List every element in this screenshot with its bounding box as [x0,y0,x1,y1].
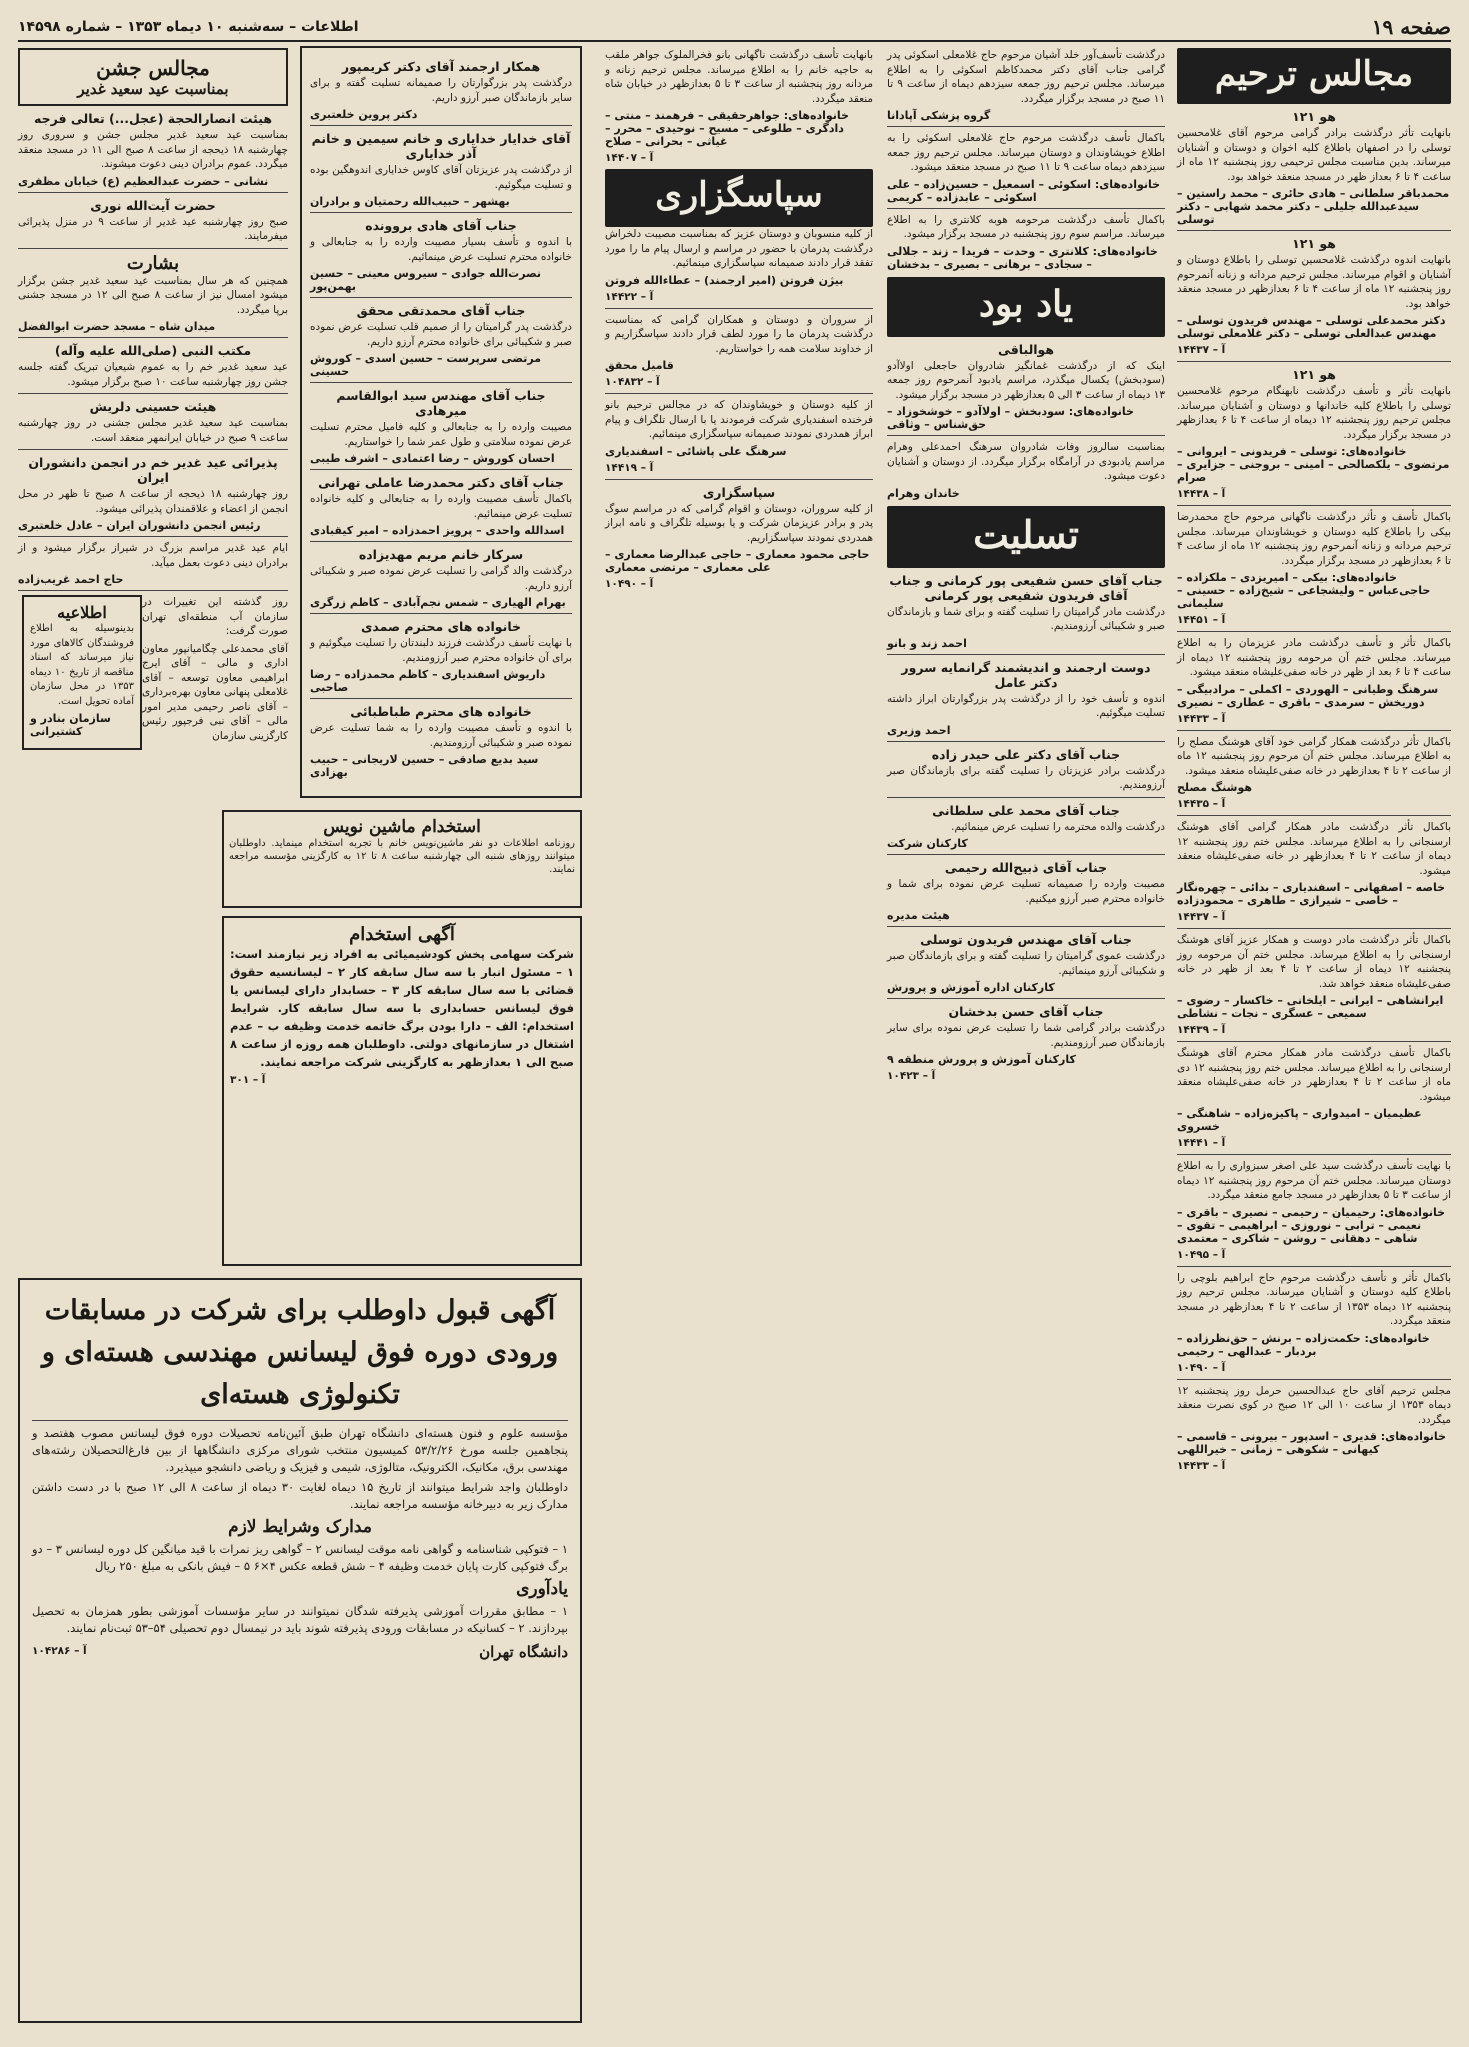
notice-ref: آ – ۱۴۴۵۱ [1177,614,1226,626]
divider [18,248,288,249]
etelaieh-text: بدینوسیله به اطلاع فروشندگان کالاهای مورد نیاز میرساند که اسناد مناقصه از تاریخ ۱۰ دیماه ۱۳۵۳ در محل سازمان آماده تحویل است. [30,623,134,707]
notice-text: باکمال تأسف درگذشت مرحومه هوبه کلانتری را به اطلاع میرساند. مراسم سوم روز پنجشنبه در مسجد برگزار میشود. [887,213,1165,240]
notice-head: آقای خدایار خدایاری و خانم سیمین و خانم آذر خدایاری [311,131,571,161]
notice-sig: اسدالله واحدی – پرویز احمدزاده – امیر کیقبادی [310,524,565,537]
divider [1177,631,1451,632]
university-ad-title: آگهی قبول داوطلب برای شرکت در مسابقات ورودی دوره فوق لیسانس مهندسی هسته‌ای و تکنولوژی هسته‌ای [41,1295,559,1410]
notice-sig: خانواده‌های: توسلی – فریدونی – ایروانی – مرتضوی – یلکصالحی – امینی – بروجنی – جزایری – صرام [1177,445,1450,484]
notice-sig: خانواده‌های: بیکی – امیریزدی – ملکزاده – حاجی‌عباس – ولیشجاعی – شیخ‌زاده – حسینی – سلیمانی [1177,571,1431,610]
notice-text: صبح روز چهارشنبه عید غدیر از ساعت ۹ در منزل پذیرائی میفرمایند. [18,215,288,242]
notice-head: مکتب النبی (صلی‌الله علیه وآله) [54,343,252,358]
notice-text: درگذشت برادر گرامی شما را تسلیت عرض نموده برای سایر بازماندگان صبر آرزومندیم. [887,1022,1165,1049]
majles-jashn-subtitle: بمناسبت عید سعید غدیر [77,80,229,98]
notice-head: هو ۱۲۱ [1292,367,1336,382]
notice-sig: خانواده‌های: سودبخش – اولاآدو – خوشخوزاد – حق‌شناس – وثاقی [887,405,1134,431]
university-ad-ref: آ – ۱۰۴۲۸۶ [32,1645,87,1657]
divider [32,1420,568,1421]
majles-jashn-box [18,48,288,106]
notice-sig: خانواده‌های: جواهرحقیقی – فرهمند – منتی – دادگری – طلوعی – مسیح – نوحیدی – محرر – غیاثی – بحرانی – صلاح [605,109,849,148]
notice-text: همچنین که هر سال بمناسبت عید سعید غدیر جشن برگزار میشود امسال نیز از ساعت ۸ صبح الی ۱۲ در مسجد جشنی برپا میگردد. [18,274,288,316]
notice-head: هیئت حسینی دلریش [89,399,217,414]
etelaieh-box [22,595,142,750]
madarek-list: ۱ – فتوکپی شناسنامه و گواهی نامه موقت لیسانس ۲ – گواهی ریز نمرات با قید میانگین کل دوره لیسانس ۳ – دو برگ فتوکپی کارت پایان خدمت وظیفه ۴ – شش قطعه عکس ۴×۶ ۵ – فیش بانکی به مبلغ ۲۵۰ ریال [32,1542,568,1573]
notice-text: درگذشت برادر عزیزتان را تسلیت گفته برای بازماندگان صبر آرزومندیم. [887,764,1165,791]
notice-sig: رئیس انجمن دانشوران ایران – عادل خلعتبری [18,519,261,532]
notice-head: هو ۱۲۱ [1292,236,1336,251]
typist-ad-text: روزنامه اطلاعات دو نفر ماشین‌نویس خانم با تجربه استخدام مینماید. داوطلبان میتوانند روزهای شنبه الی چهارشنبه ساعت ۸ تا ۱۲ به کارگزینی مؤسسه مراجعه نمایند. [229,838,575,875]
notice-text: روز چهارشنبه ۱۸ ذیحجه از ساعت ۸ صبح تا ظهر در محل انجمن از اعضاء و علاقمندان پذیرائی میشود. [18,488,288,515]
notice-text: مصیبت وارده را صمیمانه تسلیت عرض نموده برای شما و خانواده محترم صبر آرزو میکنیم. [887,878,1165,905]
notice-head: هو ۱۲۱ [1292,109,1336,124]
notice-head: حضرت آیت‌الله نوری [90,197,216,213]
divider [605,393,873,394]
notice-text: بمناسبت عید سعید غدیر مجلس جشن و سروری روز چهارشنبه ۱۸ ذیحجه از ساعت ۸ صبح الی ۱۱ در مسجد منعقد میگردد. عموم برادران دینی دعوت میشوند. [18,129,288,170]
divider [1177,730,1451,731]
divider [887,654,1165,655]
notice-sig: دکتر محمدعلی توسلی – مهندس فریدون توسلی – مهندس عبدالعلی توسلی – دکتر غلامعلی توسلی [1177,314,1446,340]
notice-ref: آ – ۱۰۴۹۰ [1177,1361,1226,1374]
notice-ref: آ – ۱۴۴۱۹ [605,461,654,474]
notice-ref: آ – ۱۰۴۸۳۲ [605,376,660,388]
notice-head: همکار ارجمند آقای دکتر کریمپور [341,59,541,74]
divider [18,449,288,450]
notice-text: ایام عید غدیر مراسم بزرگ در شیراز برگزار میشود و از برادران دینی دعوت بعمل میآید. [18,542,288,569]
employment-ad [222,916,582,1266]
university-ad [18,1278,582,2023]
notice-ref: آ – ۱۴۴۳۳ [1177,1460,1226,1472]
notice-text: باکمال تأثر و تأسف درگذشت مرحوم حاج ابراهیم بلوچی را باطلاع کلیه دوستان و آشنایان میرساند. مجلس ترحیم روز پنجشنبه ۱۲ دیماه ۱۳۵۳ از ساعت ۲ تا ۴ بعدازظهر در مسجد منعقد میگردد. [1177,1271,1451,1327]
notice-sig: احمد زند و بانو [887,636,967,650]
notice-text: با نهایت تأسف درگذشت سید علی اصغر سبزواری را به اطلاع دوستان میرساند. مجلس ختم آن مرحوم روز پنجشنبه ۱۲ دیماه از ساعت ۳ تا ۵ بعدازظهر در مسجد جامع منعقد میگردد. [1177,1160,1451,1201]
besharat-title: بشارت [126,252,180,274]
notice-head: هیئت انصارالحجة (عجل...) تعالی فرجه [34,111,272,126]
page-header [18,14,1451,42]
notice-head: سپاسگزاری [702,484,776,500]
notice-text: باکمال تأثر درگذشت مادر دوست و همکار عزیز آقای هوشنگ ارسنجانی را به اطلاع میرساند. مجلس ختم آن مرحومه روز پنجشنبه ۱۲ دیماه از ساعت ۲ تا ۴ بعد از ظهر در خانه صفی‌علیشاه منعقد خواهد شد. [1177,934,1452,990]
etelaieh-title: اطلاعیه [57,603,107,622]
divider [1177,230,1451,231]
dateline: اطلاعات – سه‌شنبه ۱۰ دیماه ۱۳۵۳ – شماره ۱۴۵۹۸ [18,19,359,35]
notice-text: بمناسبت سالروز وفات شادروان سرهنگ احمدعلی وهرام مراسم یادبودی در آرامگاه برگزار میگردد. از دوستان و آشنایان دعوت میشود. [887,441,1165,482]
notice-head: جناب آقای ذبیح‌الله رحیمی [944,860,1108,875]
notice-text: باکمال تأسف مصیبت وارده را به جنابعالی و کلیه خانواده تسلیت عرض مینمائیم. [310,493,572,520]
notice-sig: احسان کوروش – رضا اعتمادی – اشرف طیبی [310,452,555,465]
notice-text: بانهایت تأثر درگذشت برادر گرامی مرحوم آقای غلامحسین توسلی را در اصفهان باطلاع کلیه اخوان و دوستان و آشنایان میرساند. بدین مناسبت مجلس ترحیمی روز پنجشنبه ۱۲ ماه از ساعت ۴ تا ۶ بعداز ظهر در مسجد منعقد خواهد بود. [1177,127,1451,183]
reminder-text: ۱ – مطابق مقررات آموزشی پذیرفته شدگان نمیتوانند در سایر مؤسسات آموزشی بطور همزمان به تحصیل بپردازند. ۲ – کسانیکه در مسابقات ورودی پذیرفته شوند باید در نیمسال دوم تحصیلی ۵۴–۵۳ ثبت‌نام نمایند. [32,1604,568,1635]
divider [1177,928,1451,929]
notice-sig: احمد وزیری [887,723,951,737]
notice-ref: آ – ۱۴۴۳۹ [1177,1024,1226,1036]
employment-ad-ref: آ – ۳۰۱ [230,1074,266,1086]
notice-sig: کارکنان اداره آموزش و پرورش [887,981,1055,994]
divider [310,541,572,542]
notice-sig: خانواده‌های: اسکوئی – اسمعیل – حسین‌زاده – علی اسکوئی – عابدزاده – کریمی [887,177,1161,204]
notice-text: با نهایت تأسف درگذشت فرزند دلبندتان را تسلیت میگوئیم و برای آن خانواده محترم صبر آرزومندیم. [310,637,572,664]
divider [18,337,288,338]
divider [1177,815,1451,816]
notice-head: هوالباقی [997,341,1055,357]
notice-text: با اندوه و تأسف بسیار مصیبت وارده را به جنابعالی و خانواده محترم تسلیت عرض مینمائیم. [310,236,572,263]
notice-text: باکمال تأثر درگذشت همکار گرامی خود آقای هوشنگ مصلح را به اطلاع میرساند. مجلس ختم آن مرحوم روز پنجشنبه ۱۲ ماه از ساعت ۲ تا ۴ بعدازظهر در خانه صفی‌علیشاه منعقد میشود. [1177,735,1451,777]
divider [18,590,288,591]
typist-ad-title: استخدام ماشین نویس [323,817,481,837]
notice-text: درگذشت مادر گرامیتان را تسلیت گفته و برای شما و بازماندگان صبر و شکیبائی آرزومندیم. [887,605,1165,632]
divider [1177,1154,1451,1155]
divider [605,308,873,309]
divider [887,208,1165,209]
changes-list: آقای محمدعلی چگامیانپور معاون اداری و مالی – آقای ایرج ابراهیمی معاون توسعه – آقای غلامعلی پنهانی معاون بهره‌برداری – آقای ناصر رحیمی مدیر امور مالی – آقای نبی فرجپور رئیس کارگزینی سازمان [142,642,288,742]
notice-head: جناب آقای محمدتقی محقق [356,303,526,318]
notice-text: عید سعید غدیر خم را به عموم شیعیان تبریک گفته جلسه جشن روز چهارشنبه ساعت ۱۰ صبح برگزار میشود. [18,361,288,388]
divider [887,435,1165,436]
divider [887,998,1165,999]
notice-ref: آ – ۱۰۴۲۳ [887,1070,936,1082]
divider [1177,361,1451,362]
notice-text: بمناسبت عید سعید غدیر مجلس جشنی در روز چهارشنبه ساعت ۹ صبح در خیابان ایرانمهر منعقد است. [18,417,288,444]
notice-sig: خانواده‌های: کلانتری – وحدت – فریدا – زند – جلالی – سجادی – برهانی – بصیری – بدخشان [887,244,1158,271]
notice-sig: بهرام الهیاری – شمس نجم‌آبادی – کاظم زرگری [310,596,566,609]
notice-text: از کلیه منسوبان و دوستان عزیز که بمناسبت مصیبت دلخراش درگذشت پدرمان با حضور در مراسم و ارسال پیام ما را مورد تفقد قرار دادند صمیمانه سپاسگزاری مینمائیم. [605,228,873,269]
notice-text: از سروران و دوستان و همکاران گرامی که بمناسبت درگذشت پدرمان ما را مورد لطف قرار دادند سپاسگزاریم و از خداوند سلامت همه را خواستاریم. [605,313,873,355]
notice-ref: آ – ۱۴۴۳۳ [1177,712,1226,725]
university-ad-intro: مؤسسه علوم و فنون هسته‌ای دانشگاه تهران طبق آئین‌نامه تحصیلات دوره فوق لیسانس مصوب هفتصد و پنجاهمین جلسه مورخ ۵۳/۲/۲۶ کمیسیون منتخب شورای مرکزی دانشگاهها از بین فارغ‌التحصیلان رشته‌های مهندسی برق، مکانیک، الکترونیک، متالوژی، شیمی و فیزیک و ریاضی دانشجو میپذیرد. [32,1426,569,1474]
divider [310,125,572,126]
notice-sig: قامیل محقق [605,359,674,372]
divider [605,479,873,480]
employment-ad-text: شرکت سهامی پخش کودشیمیائی به افراد زیر نیازمند است: ۱ – مسئول انبار با سه سال سابقه کار ۲ – لیسانسیه حقوق قضائی با سه سال سابقه کار ۳ – حسابدار دارای لیسانس یا فوق لیسانس حسابداری با سه سال سابقه کار. شرایط استخدام: الف – دارا بودن برگ خاتمه خدمت وظیفه ب – عدم اشتغال در سازمانهای دولتی. داوطلبان همه روزه از ساعت ۸ صبح الی ۱ بعدازظهر به کارگزینی شرکت مراجعه نمایند. [230,947,574,1069]
divider [1177,505,1451,506]
notice-sig: سرهنگ علی پاشائی – اسفندیاری [605,444,787,458]
notice-head: جناب آقای هادی بروونده [365,218,517,233]
notice-sig: بیژن فروتن (امیر ارجمند) – عطاءالله فروتن [605,273,844,287]
notice-head: دوست ارجمند و اندیشمند گرانمایه سرور دکتر عامل [901,659,1151,690]
notice-sig: نشانی – حضرت عبدالعظیم (ع) خیابان مظفری [18,174,269,188]
notice-sig: خانواده‌های: حکمت‌زاده – برنش – حق‌نظرزاده – بردبار – عبدالهی – رحیمی [1177,1331,1430,1358]
notice-text: اینک که از درگذشت غمانگیز شادروان حاجعلی اولاآدو (سودبخش) یکسال میگذرد، مراسم یادبود آنمرحوم روز جمعه ۱۳ دیماه از ساعت ۳ الی ۵ بعدازظهر در مسجد برگزار میشود. [887,359,1165,401]
notice-sig: بهشهر – حبیب‌الله رحمتیان و برادران [310,195,510,208]
notice-head: جناب آقای دکتر محمدرضا عاملی تهرانی [318,475,564,490]
divider [310,297,572,298]
notice-text: باکمال تأسف و تأثر درگذشت ناگهانی مرحوم حاج محمدرضا بیکی را باطلاع کلیه دوستان و خویشاوندان میرساند. مجلس ترحیم مردانه و زنانه آنمرحوم روز پنجشنبه ۱۲ ماه از ساعت ۴ تا ۶ بعدازظهر در مسجد برگزار میگردد. [1177,511,1451,567]
notice-sig: محمدباقر سلطانی – هادی حائری – محمد راستین – سیدعبدالله جلیلی – دکتر محمد شهابی – دکتر توسلی [1177,187,1450,226]
notice-sig: نصرت‌الله جوادی – سیروس معینی – حسین بهمن‌پور [310,267,542,293]
notice-head: پذیرائی عید غدیر خم در انجمن دانشوران ایران [28,455,278,485]
notice-text: مصیبت وارده را به جنابعالی و کلیه فامیل محترم تسلیت عرض نموده سلامتی و طول عمر شما را خواستاریم. [310,421,572,448]
notice-sig: گروه پزشکی آپادانا [887,109,991,122]
divider [310,613,572,614]
notice-head: خانواده های محترم صمدی [360,619,522,634]
column-condolences [887,48,1165,2023]
notice-sig: خاصه – اصفهانی – اسفندیاری – بدائی – چهره‌نگار – خاصی – شیرازی – طاهری – محمودزاده [1177,881,1446,907]
divider [887,126,1165,127]
banner-sepasgozari: سپاسگزاری [605,169,873,227]
notice-head: جناب آقای مهندس سید ابوالقاسم میرهادی [336,388,546,418]
notice-text: درگذشت والد گرامی را تسلیت عرض نموده صبر و شکیبائی آرزو داریم. [310,565,572,592]
reminder-title: یادآوری [516,1579,568,1599]
notice-text: درگذشت والده محترمه را تسلیت عرض مینمائیم. [951,820,1165,833]
divider [1177,1379,1451,1380]
notice-text: بانهایت تأثر و تأسف درگذشت نابهنگام مرحوم غلامحسین توسلی را باطلاع کلیه خاندانها و دوستان و آشنایان میرساند. مجلس ترحیم روز پنجشنبه ۱۲ دیماه از ساعت ۴ تا ۶ بعدازظهر در مسجد برگزار میگردد. [1177,385,1451,441]
notice-head: جناب آقای مهندس فریدون توسلی [920,932,1132,947]
notice-sig: هوشنگ مصلح [1177,781,1252,794]
notice-sig: کارکنان شرکت [887,837,968,850]
notice-sig: هیئت مدیره [887,909,950,922]
notice-ref: آ – ۱۰۴۹۵ [1177,1248,1226,1261]
notice-text: مجلس ترحیم آقای حاج عبدالحسین حرمل روز پنجشنبه ۱۲ دیماه ۱۳۵۳ از ساعت ۱۰ الی ۱۲ صبح در کوی نصرت منعقد میگردد. [1177,1384,1452,1426]
notice-head: سرکار خانم مریم مهدیزاده [358,547,524,562]
changes-text: روز گذشته این تغییرات در سازمان آب منطقه‌ای تهران صورت گرفت: [142,596,288,637]
banner-yadbood: یاد بود [887,277,1165,337]
notice-head: جناب آقای حسن بدخشان [948,1004,1104,1019]
notice-sig: عظیمیان – امیدواری – پاکیزه‌زاده – شاهنگی – خسروی [1177,1107,1422,1133]
notice-sig: دکتر پروین خلعتبری [310,108,418,121]
divider [18,393,288,394]
notice-ref: آ – ۱۰۴۹۰ [605,578,654,590]
notice-text: بانهایت تأسف درگذشت ناگهانی بانو فخرالملوک جواهر ملقب به حاجیه خانم را به اطلاع میرساند. مجلس ترحیم زنانه و مردانه روز پنجشنبه از ساعت ۳ تا ۵ بعدازظهر در خیابان شاه منعقد میگردد. [605,49,873,105]
employment-ad-title: آگهی استخدام [349,924,455,945]
notice-sig: میدان شاه – مسجد حضرت ابوالفضل [18,320,216,333]
notice-text: با اندوه و تأسف مصیبت وارده را به شما تسلیت عرض نموده صبر و شکیبائی آرزومندیم. [310,722,572,749]
notice-head: جناب آقای دکتر علی حیدر زاده [931,746,1121,762]
notice-sig: خانواده‌های: قدیری – اسدپور – بیرونی – قاسمی – کیهانی – شکوهی – زمانی – خیراللهی [1177,1430,1446,1456]
page-number: صفحه ۱۹ [1371,15,1451,39]
notice-sig: حاجی محمود معماری – حاجی عبدالرضا معماری – علی معماری – مرتضی معماری [605,548,870,574]
divider [310,698,572,699]
column-obituaries [1177,48,1451,2023]
divider [18,192,288,193]
notice-sig: سید بدیع صادقی – حسین لاریجانی – حبیب بهزادی [310,753,539,779]
majles-jashn-title: مجالس جشن [96,56,210,80]
column-condolences-boxed [300,46,582,798]
banner-majales-tarhim: مجالس ترحیم [1177,48,1451,104]
notice-text: درگذشت پدر بزرگوارتان را صمیمانه تسلیت گفته و برای سایر بازماندگان صبر آرزو داریم. [310,77,572,104]
notice-text: باکمال تأثر درگذشت مادر همکار گرامی آقای هوشنگ ارسنجانی را به اطلاع میرساند. مجلس ختم روز پنجشنبه ۱۲ دیماه از ساعت ۲ تا ۴ بعدازظهر در خانه صفی‌علیشاه منعقد میشود. [1177,821,1451,877]
university-name: دانشگاه تهران [479,1643,568,1661]
divider [310,469,572,470]
divider [887,854,1165,855]
notice-ref: آ – ۱۴۴۳۸ [1177,488,1226,500]
notice-ref: آ – ۱۴۴۳۷ [1177,911,1226,923]
notice-text: اندوه و تأسف خود را از درگذشت پدر بزرگوارتان ابراز داشته تسلیت میگوئیم. [887,692,1165,719]
notice-text: از درگذشت پدر عزیزتان آقای کاوس خدایاری اندوهگین بوده و تسلیت میگوئیم. [310,164,572,191]
notice-text: از کلیه سروران، دوستان و اقوام گرامی که در مراسم سوگ پدر و برادر عزیزمان شرکت و یا بوسیله تلگراف و نامه ابراز همدردی نمودند سپاسگزاریم. [605,502,873,544]
notice-sig: خاندان وهرام [887,486,960,500]
notice-text: باکمال تأثر و تأسف درگذشت مادر عزیزمان را به اطلاع میرساند. مجلس ختم آن مرحومه روز پنجشنبه ۱۲ دیماه از ساعت ۴ تا ۶ بعد از ظهر در خانه صفی‌علیشاه منعقد میشود. [1177,637,1451,678]
university-ad-intro2: داوطلبان واجد شرایط میتوانند از تاریخ ۱۵ دیماه لغایت ۳۰ دیماه از ساعت ۸ الی ۱۲ صبح با در دست داشتن مدارک زیر به دبیرخانه مؤسسه مراجعه نمایند. [32,1480,568,1511]
divider [1177,1041,1451,1042]
notice-text: از کلیه دوستان و خویشاوندان که در مجالس ترحیم بانو فرخنده اسفندیاری شرکت فرمودند یا با ارسال تلگراف و پیام ابراز همدردی نمودند صمیمانه سپاسگزاری مینمائیم. [605,399,873,440]
notice-sig: کارکنان آموزش و پرورش منطقه ۹ [887,1053,1076,1066]
notice-ref: آ – ۱۴۴۰۷ [605,152,654,164]
divider [887,741,1165,742]
column-thanks [605,48,873,782]
notice-text: درگذشت تأسف‌آور خلد آشیان مرحوم حاج غلامعلی اسکوئی پدر گرامی جناب آقای دکتر محمدکاظم اسکوئی را به اطلاع میرساند. مجلس ترحیم روز جمعه سیزدهم دیماه از ساعت ۹ تا ۱۱ صبح در مسجد برگزار میگردد. [887,49,1165,105]
notice-text: درگذشت عموی گرامیتان را تسلیت گفته و برای بازماندگان صبر و شکیبائی آرزو مینمائیم. [887,950,1165,977]
divider [310,212,572,213]
notice-head: خانواده های محترم طباطبائی [350,704,532,719]
notice-head: جناب آقای محمد علی سلطانی [932,802,1120,818]
notice-ref: آ – ۱۴۴۴۱ [1177,1137,1226,1149]
etelaieh-sig: سازمان بنادر و کشتیرانی [30,712,111,738]
typist-ad [222,810,582,908]
divider [1177,1266,1451,1267]
notice-ref: آ – ۱۴۴۲۲ [605,290,654,303]
notice-text: باکمال تأسف درگذشت مرحوم حاج غلامعلی اسکوئی را به اطلاع خویشاوندان و دوستان میرساند. مجلس ترحیم روز جمعه سیزدهم دیماه ساعت ۹ تا ۱۱ صبح در مسجد منعقد میشود. [887,132,1165,173]
notice-sig: داریوش اسفندیاری – کاظم محمدزاده – رضا صاحبی [310,668,546,694]
notice-sig: مرتضی سرپرست – حسین اسدی – کوروش حسینی [310,352,541,378]
notice-head: جناب آقای حسن شفیعی پور کرمانی و جناب آقای فریدون شفیعی پور کرمانی [889,572,1163,603]
notice-text: باکمال تأسف درگذشت مادر همکار محترم آقای هوشنگ ارسنجانی را به اطلاع میرساند. مجلس ختم روز پنجشنبه ۱۲ دی ماه از ساعت ۲ تا ۴ بعدازظهر در خانه صفی‌علیشاه منعقد میشود. [1177,1047,1452,1103]
notice-ref: آ – ۱۴۴۳۵ [1177,798,1226,810]
divider [18,536,288,537]
notice-text: درگذشت پدر گرامیتان را از صمیم قلب تسلیت عرض نموده صبر و شکیبائی برای خانواده محترم آرزو داریم. [310,321,572,348]
divider [887,797,1165,798]
notice-sig: سرهنگ وطیانی – الهوردی – اکملی – مرادبیگی – دوریخش – سرمدی – باقری – عطاری – نصیری [1177,682,1439,709]
divider [887,926,1165,927]
notice-sig: خانواده‌های: رحیمیان – رحیمی – نصیری – باقری – نعیمی – ترابی – نوروزی – ابراهیمی – تقوی – شاهی – دهقانی – روشن – شاکری – معتمدی [1177,1205,1446,1245]
divider [310,382,572,383]
notice-sig: حاج احمد غریب‌زاده [18,573,124,586]
notice-text: بانهایت اندوه درگذشت غلامحسین توسلی را باطلاع دوستان و آشنایان و اقوام میرساند. مجلس ترحیم مردانه و زنانه آنمرحوم روز پنجشنبه ۱۲ ماه از ساعت ۴ تا ۶ بعدازظهر در مسجد منعقد خواهد بود. [1177,254,1451,310]
banner-taslit: تسلیت [887,506,1165,568]
notice-sig: ایرانشاهی – ایرانی – ایلخانی – خاکسار – رضوی – سمیعی – عسگری – نجات – نشاطی [1177,994,1444,1020]
madarek-title: مدارک وشرایط لازم [228,1517,372,1537]
notice-ref: آ – ۱۴۴۳۷ [1177,344,1226,356]
